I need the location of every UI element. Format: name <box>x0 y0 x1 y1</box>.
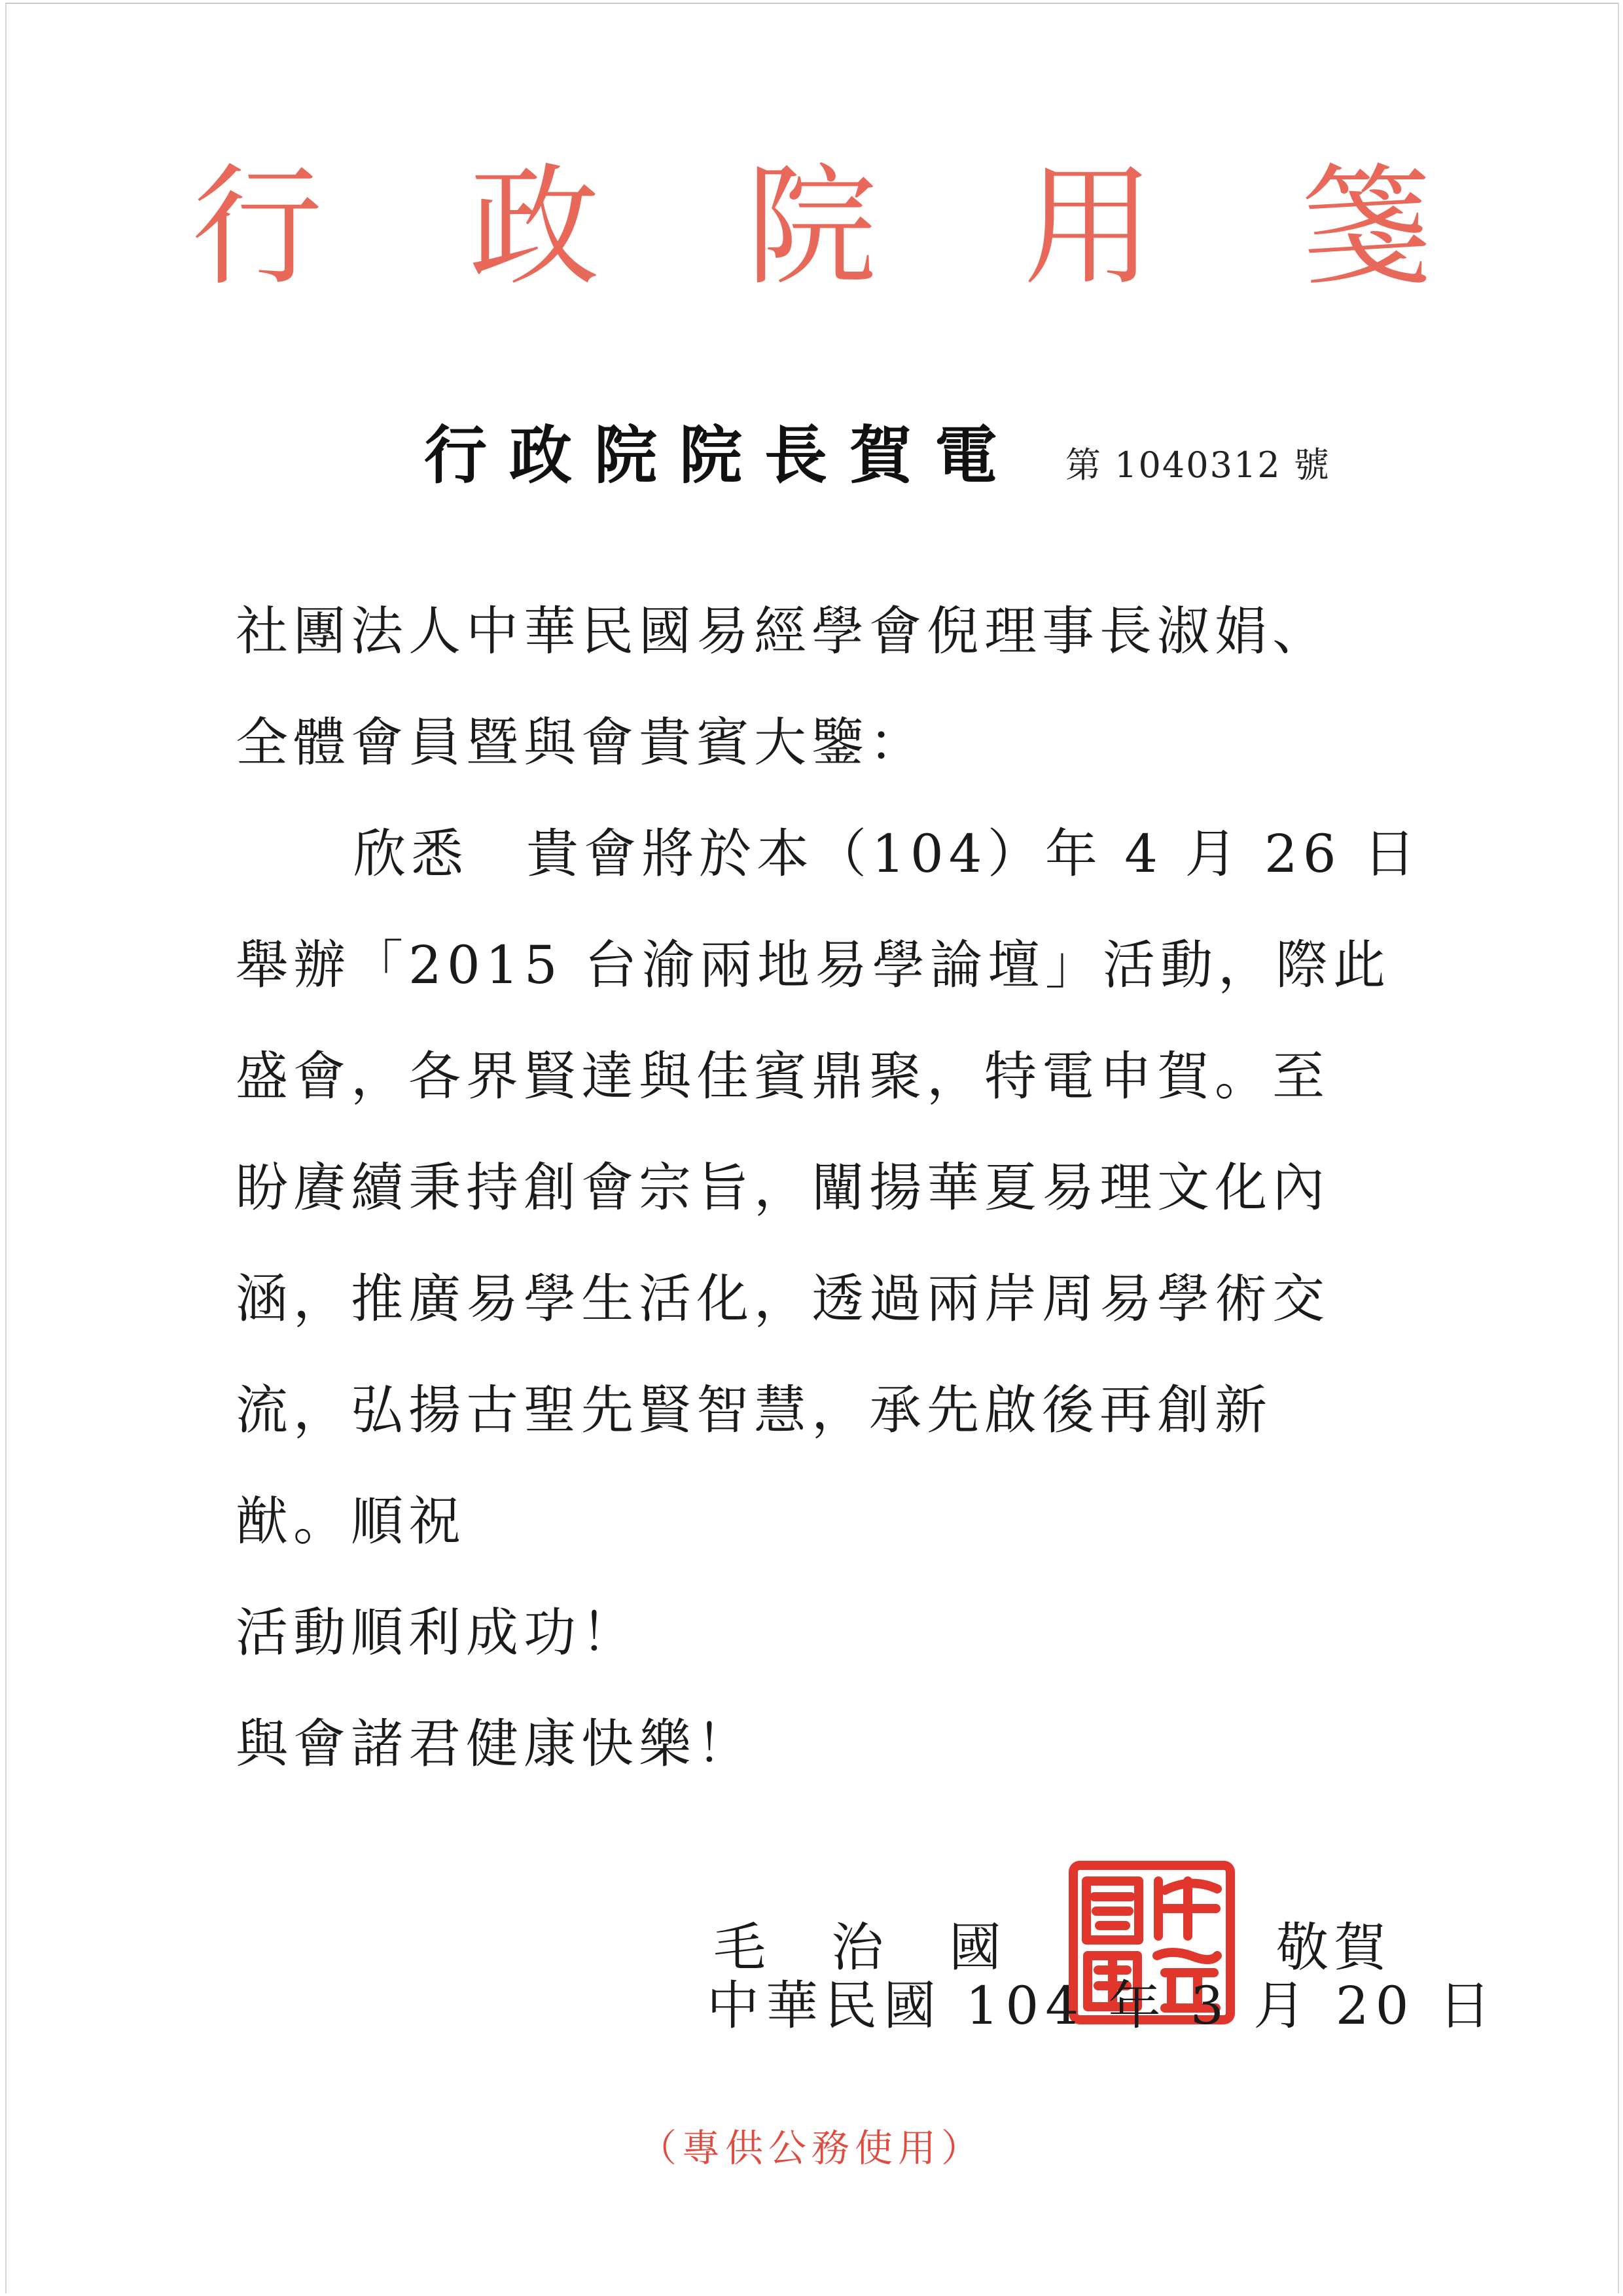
paragraph-line: 猷。順祝 <box>236 1491 466 1552</box>
letter-date: 中華民國 104 年 3 月 20 日 <box>707 1975 1497 2036</box>
paragraph-line: 盛會，各界賢達與佳賓鼎聚，特電申賀。至 <box>236 1046 1330 1107</box>
paragraph-line: 流，弘揚古聖先賢智慧，承先啟後再創新 <box>236 1380 1272 1441</box>
document-title: 行政院院長賀電 <box>424 418 1020 492</box>
salutation-line: 社團法人中華民國易經學會倪理事長淑娟、 <box>236 601 1330 662</box>
footer-note: （專供公務使用） <box>638 2126 984 2170</box>
closing-word: 敬賀 <box>1276 1916 1391 1978</box>
paragraph-line: 涵，推廣易學生活化，透過兩岸周易學術交 <box>236 1268 1330 1329</box>
wish-line: 與會諸君健康快樂！ <box>236 1713 754 1774</box>
letter-body <box>236 576 1421 1800</box>
title-row <box>424 406 1330 492</box>
wish-line: 活動順利成功！ <box>236 1602 639 1663</box>
salutation-line: 全體會員暨與會貴賓大鑒： <box>236 712 927 773</box>
paragraph-line: 盼賡續秉持創會宗旨，闡揚華夏易理文化內 <box>236 1157 1330 1218</box>
letterhead: 行 政 院 用 箋 <box>191 151 1484 304</box>
paragraph-line: 欣悉 貴會將於本（104）年 4 月 26 日 <box>353 823 1421 884</box>
document-number: 第 1040312 號 <box>1065 444 1330 486</box>
signer-name: 毛治國 <box>713 1916 1067 1978</box>
paragraph-line: 舉辦「2015 台渝兩地易學論壇」活動，際此 <box>236 935 1391 996</box>
